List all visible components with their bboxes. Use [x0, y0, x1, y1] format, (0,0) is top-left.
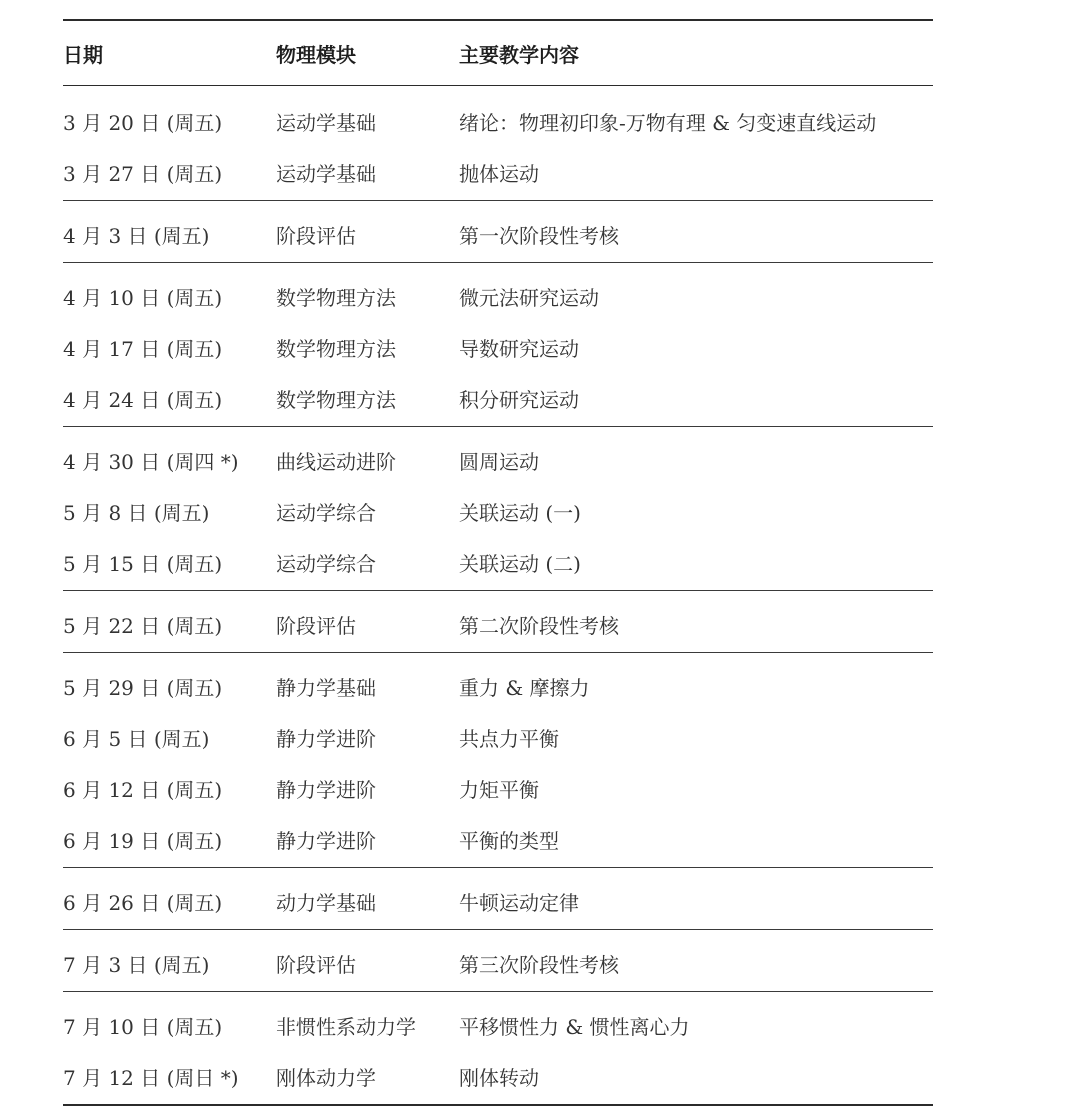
header-date: 日期 — [63, 42, 103, 67]
cell-date: 5 月 15 日 (周五) — [63, 552, 223, 576]
table-row — [63, 322, 933, 373]
cell-content: 关联运动 (一) — [459, 501, 581, 525]
cell-module: 曲线运动进阶 — [276, 450, 396, 474]
cell-date: 6 月 19 日 (周五) — [63, 829, 223, 853]
cell-date: 6 月 12 日 (周五) — [63, 778, 223, 802]
table-row — [63, 271, 933, 322]
cell-module: 数学物理方法 — [276, 388, 396, 412]
cell-date: 5 月 29 日 (周五) — [63, 676, 223, 700]
cell-date: 6 月 26 日 (周五) — [63, 891, 223, 915]
cell-module: 刚体动力学 — [276, 1066, 376, 1090]
cell-date: 7 月 12 日 (周日 *) — [63, 1066, 239, 1090]
table-row — [63, 96, 933, 147]
table-row — [63, 373, 933, 424]
table-row — [63, 763, 933, 814]
cell-content: 牛顿运动定律 — [459, 891, 579, 915]
table-row — [63, 1051, 933, 1102]
cell-content: 第二次阶段性考核 — [459, 614, 619, 638]
table-row — [63, 209, 933, 260]
cell-content: 力矩平衡 — [459, 778, 539, 802]
row-group — [63, 86, 933, 200]
cell-content: 刚体转动 — [459, 1066, 539, 1090]
table-row — [63, 876, 933, 927]
cell-content: 共点力平衡 — [459, 727, 559, 751]
row-group — [63, 263, 933, 426]
cell-content: 绪论：物理初印象-万物有理 & 匀变速直线运动 — [459, 111, 877, 135]
cell-content: 重力 & 摩擦力 — [459, 676, 590, 700]
table-row — [63, 486, 933, 537]
cell-date: 4 月 10 日 (周五) — [63, 286, 223, 310]
cell-date: 4 月 17 日 (周五) — [63, 337, 223, 361]
cell-date: 5 月 22 日 (周五) — [63, 614, 223, 638]
cell-date: 4 月 30 日 (周四 *) — [63, 450, 239, 474]
table-row — [63, 1000, 933, 1051]
cell-date: 4 月 3 日 (周五) — [63, 224, 210, 248]
cell-content: 微元法研究运动 — [459, 286, 599, 310]
cell-content: 抛体运动 — [459, 162, 539, 186]
cell-module: 运动学基础 — [276, 162, 376, 186]
header-module: 物理模块 — [276, 42, 356, 67]
cell-module: 非惯性系动力学 — [276, 1015, 416, 1039]
cell-module: 运动学综合 — [276, 501, 376, 525]
cell-date: 7 月 10 日 (周五) — [63, 1015, 223, 1039]
cell-content: 第一次阶段性考核 — [459, 224, 619, 248]
row-group — [63, 591, 933, 652]
table-row — [63, 599, 933, 650]
header-content: 主要教学内容 — [459, 42, 579, 67]
cell-module: 静力学进阶 — [276, 829, 376, 853]
cell-module: 静力学进阶 — [276, 778, 376, 802]
table-row — [63, 435, 933, 486]
cell-module: 动力学基础 — [276, 891, 376, 915]
row-group — [63, 992, 933, 1104]
row-group — [63, 930, 933, 991]
cell-date: 7 月 3 日 (周五) — [63, 953, 210, 977]
cell-content: 导数研究运动 — [459, 337, 579, 361]
cell-module: 阶段评估 — [276, 953, 356, 977]
row-group — [63, 868, 933, 929]
cell-content: 平移惯性力 & 惯性离心力 — [459, 1015, 690, 1039]
table-row — [63, 814, 933, 865]
cell-content: 平衡的类型 — [459, 829, 559, 853]
table-row — [63, 938, 933, 989]
cell-content: 关联运动 (二) — [459, 552, 581, 576]
table-row — [63, 537, 933, 588]
cell-date: 4 月 24 日 (周五) — [63, 388, 223, 412]
cell-date: 3 月 27 日 (周五) — [63, 162, 223, 186]
row-group — [63, 201, 933, 262]
cell-module: 阶段评估 — [276, 224, 356, 248]
row-group — [63, 427, 933, 590]
row-group — [63, 653, 933, 867]
table-row — [63, 712, 933, 763]
cell-module: 数学物理方法 — [276, 286, 396, 310]
cell-date: 6 月 5 日 (周五) — [63, 727, 210, 751]
cell-module: 运动学基础 — [276, 111, 376, 135]
cell-date: 3 月 20 日 (周五) — [63, 111, 223, 135]
cell-module: 阶段评估 — [276, 614, 356, 638]
cell-module: 静力学进阶 — [276, 727, 376, 751]
cell-content: 圆周运动 — [459, 450, 539, 474]
cell-module: 静力学基础 — [276, 676, 376, 700]
table-row — [63, 661, 933, 712]
cell-module: 数学物理方法 — [276, 337, 396, 361]
cell-date: 5 月 8 日 (周五) — [63, 501, 210, 525]
cell-module: 运动学综合 — [276, 552, 376, 576]
course-schedule-table — [63, 19, 933, 1106]
cell-content: 第三次阶段性考核 — [459, 953, 619, 977]
table-row — [63, 147, 933, 198]
table-body — [63, 86, 933, 1106]
cell-content: 积分研究运动 — [459, 388, 579, 412]
table-header — [63, 21, 933, 85]
